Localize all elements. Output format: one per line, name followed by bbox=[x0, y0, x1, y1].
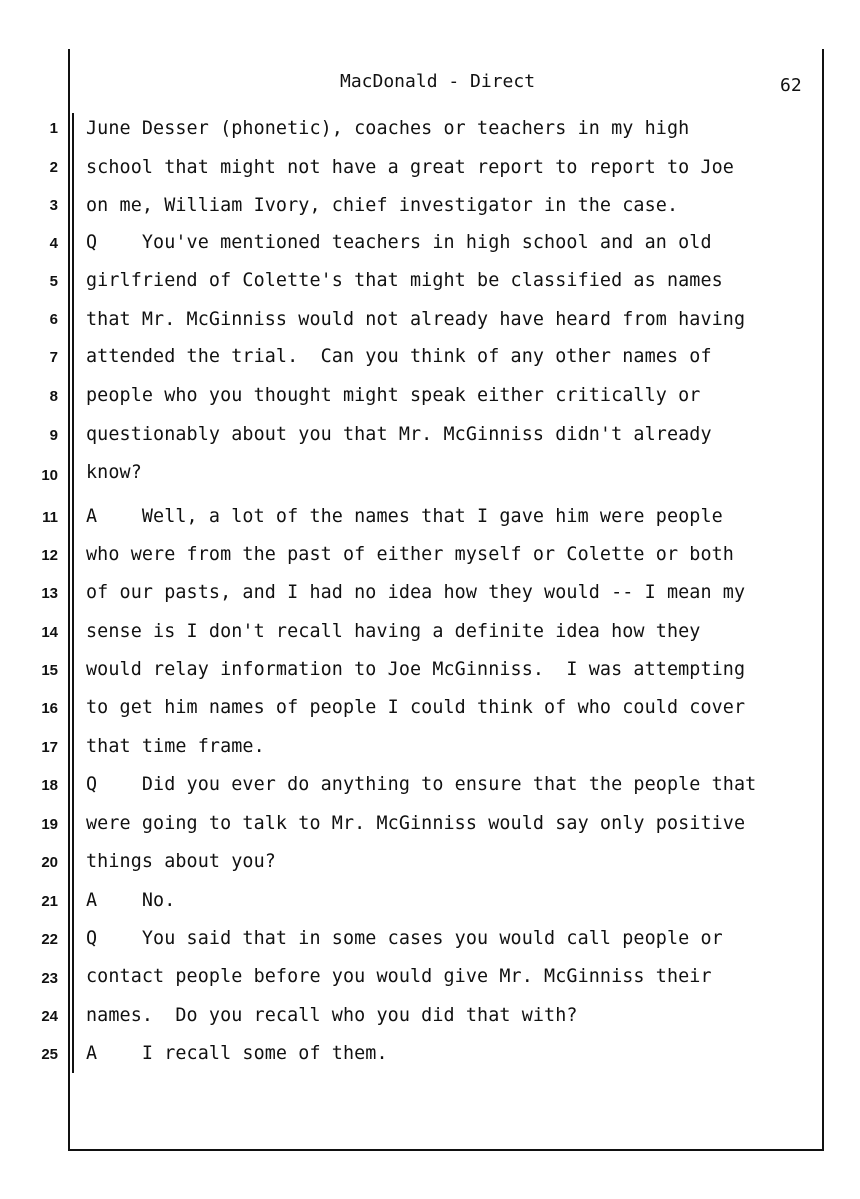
transcript-line: would relay information to Joe McGinniss. I was attempting bbox=[86, 659, 746, 680]
line-number: 21 bbox=[41, 893, 58, 910]
transcript-line: that Mr. McGinniss would not already have heard from having bbox=[86, 309, 746, 330]
transcript-line: contact people before you would give Mr. McGinniss their bbox=[86, 966, 712, 987]
transcript-line: know? bbox=[86, 462, 142, 483]
line-number: 1 bbox=[49, 120, 58, 137]
line-number: 20 bbox=[41, 854, 58, 871]
transcript-line: questionably about you that Mr. McGinniss didn't already bbox=[86, 424, 712, 445]
transcript-line: things about you? bbox=[86, 851, 276, 872]
transcript-line: people who you thought might speak either critically or bbox=[86, 385, 701, 406]
transcript-line: names. Do you recall who you did that with? bbox=[86, 1005, 578, 1026]
line-number: 10 bbox=[41, 467, 58, 484]
line-number: 17 bbox=[41, 739, 58, 756]
line-number: 24 bbox=[41, 1008, 58, 1025]
transcript-line: to get him names of people I could think of who could cover bbox=[86, 697, 746, 718]
transcript-line: June Desser (phonetic), coaches or teachers in my high bbox=[86, 118, 690, 139]
transcript-line: girlfriend of Colette's that might be classified as names bbox=[86, 270, 723, 291]
transcript-line: attended the trial. Can you think of any other names of bbox=[86, 346, 712, 367]
line-number: 5 bbox=[49, 273, 58, 290]
transcript-line: that time frame. bbox=[86, 736, 265, 757]
line-number: 22 bbox=[41, 931, 58, 948]
line-number-rule bbox=[72, 113, 74, 1073]
transcript-line: Q You've mentioned teachers in high school and an old bbox=[86, 232, 712, 253]
transcript-line: school that might not have a great report to report to Joe bbox=[86, 157, 734, 178]
transcript-line: of our pasts, and I had no idea how they would -- I mean my bbox=[86, 582, 746, 603]
line-number: 8 bbox=[49, 388, 58, 405]
line-number: 2 bbox=[49, 159, 58, 176]
line-number: 18 bbox=[41, 777, 58, 794]
page-number: 62 bbox=[780, 75, 802, 96]
line-number: 4 bbox=[49, 235, 58, 252]
transcript-line: A I recall some of them. bbox=[86, 1043, 388, 1064]
transcript-line: Q Did you ever do anything to ensure that the people that bbox=[86, 774, 757, 795]
line-number: 16 bbox=[41, 700, 58, 717]
line-number: 9 bbox=[49, 427, 58, 444]
line-number: 14 bbox=[41, 624, 58, 641]
transcript-line: on me, William Ivory, chief investigator in the case. bbox=[86, 195, 679, 216]
transcript-line: Q You said that in some cases you would call people or bbox=[86, 928, 723, 949]
transcript-line: were going to talk to Mr. McGinniss would say only positive bbox=[86, 813, 746, 834]
line-number: 12 bbox=[41, 547, 58, 564]
transcript-line: A No. bbox=[86, 890, 176, 911]
transcript-line: sense is I don't recall having a definite idea how they bbox=[86, 621, 701, 642]
line-number: 3 bbox=[49, 197, 58, 214]
line-number: 11 bbox=[42, 509, 58, 526]
line-number: 25 bbox=[41, 1046, 58, 1063]
transcript-line: A Well, a lot of the names that I gave him were people bbox=[86, 506, 723, 527]
line-number: 15 bbox=[41, 662, 58, 679]
line-number: 7 bbox=[49, 349, 58, 366]
line-number: 23 bbox=[41, 970, 58, 987]
line-number: 13 bbox=[41, 585, 58, 602]
line-number: 6 bbox=[49, 311, 58, 328]
transcript-line: who were from the past of either myself or Colette or both bbox=[86, 544, 734, 565]
page-header-title: MacDonald - Direct bbox=[340, 71, 536, 92]
line-number: 19 bbox=[41, 816, 58, 833]
